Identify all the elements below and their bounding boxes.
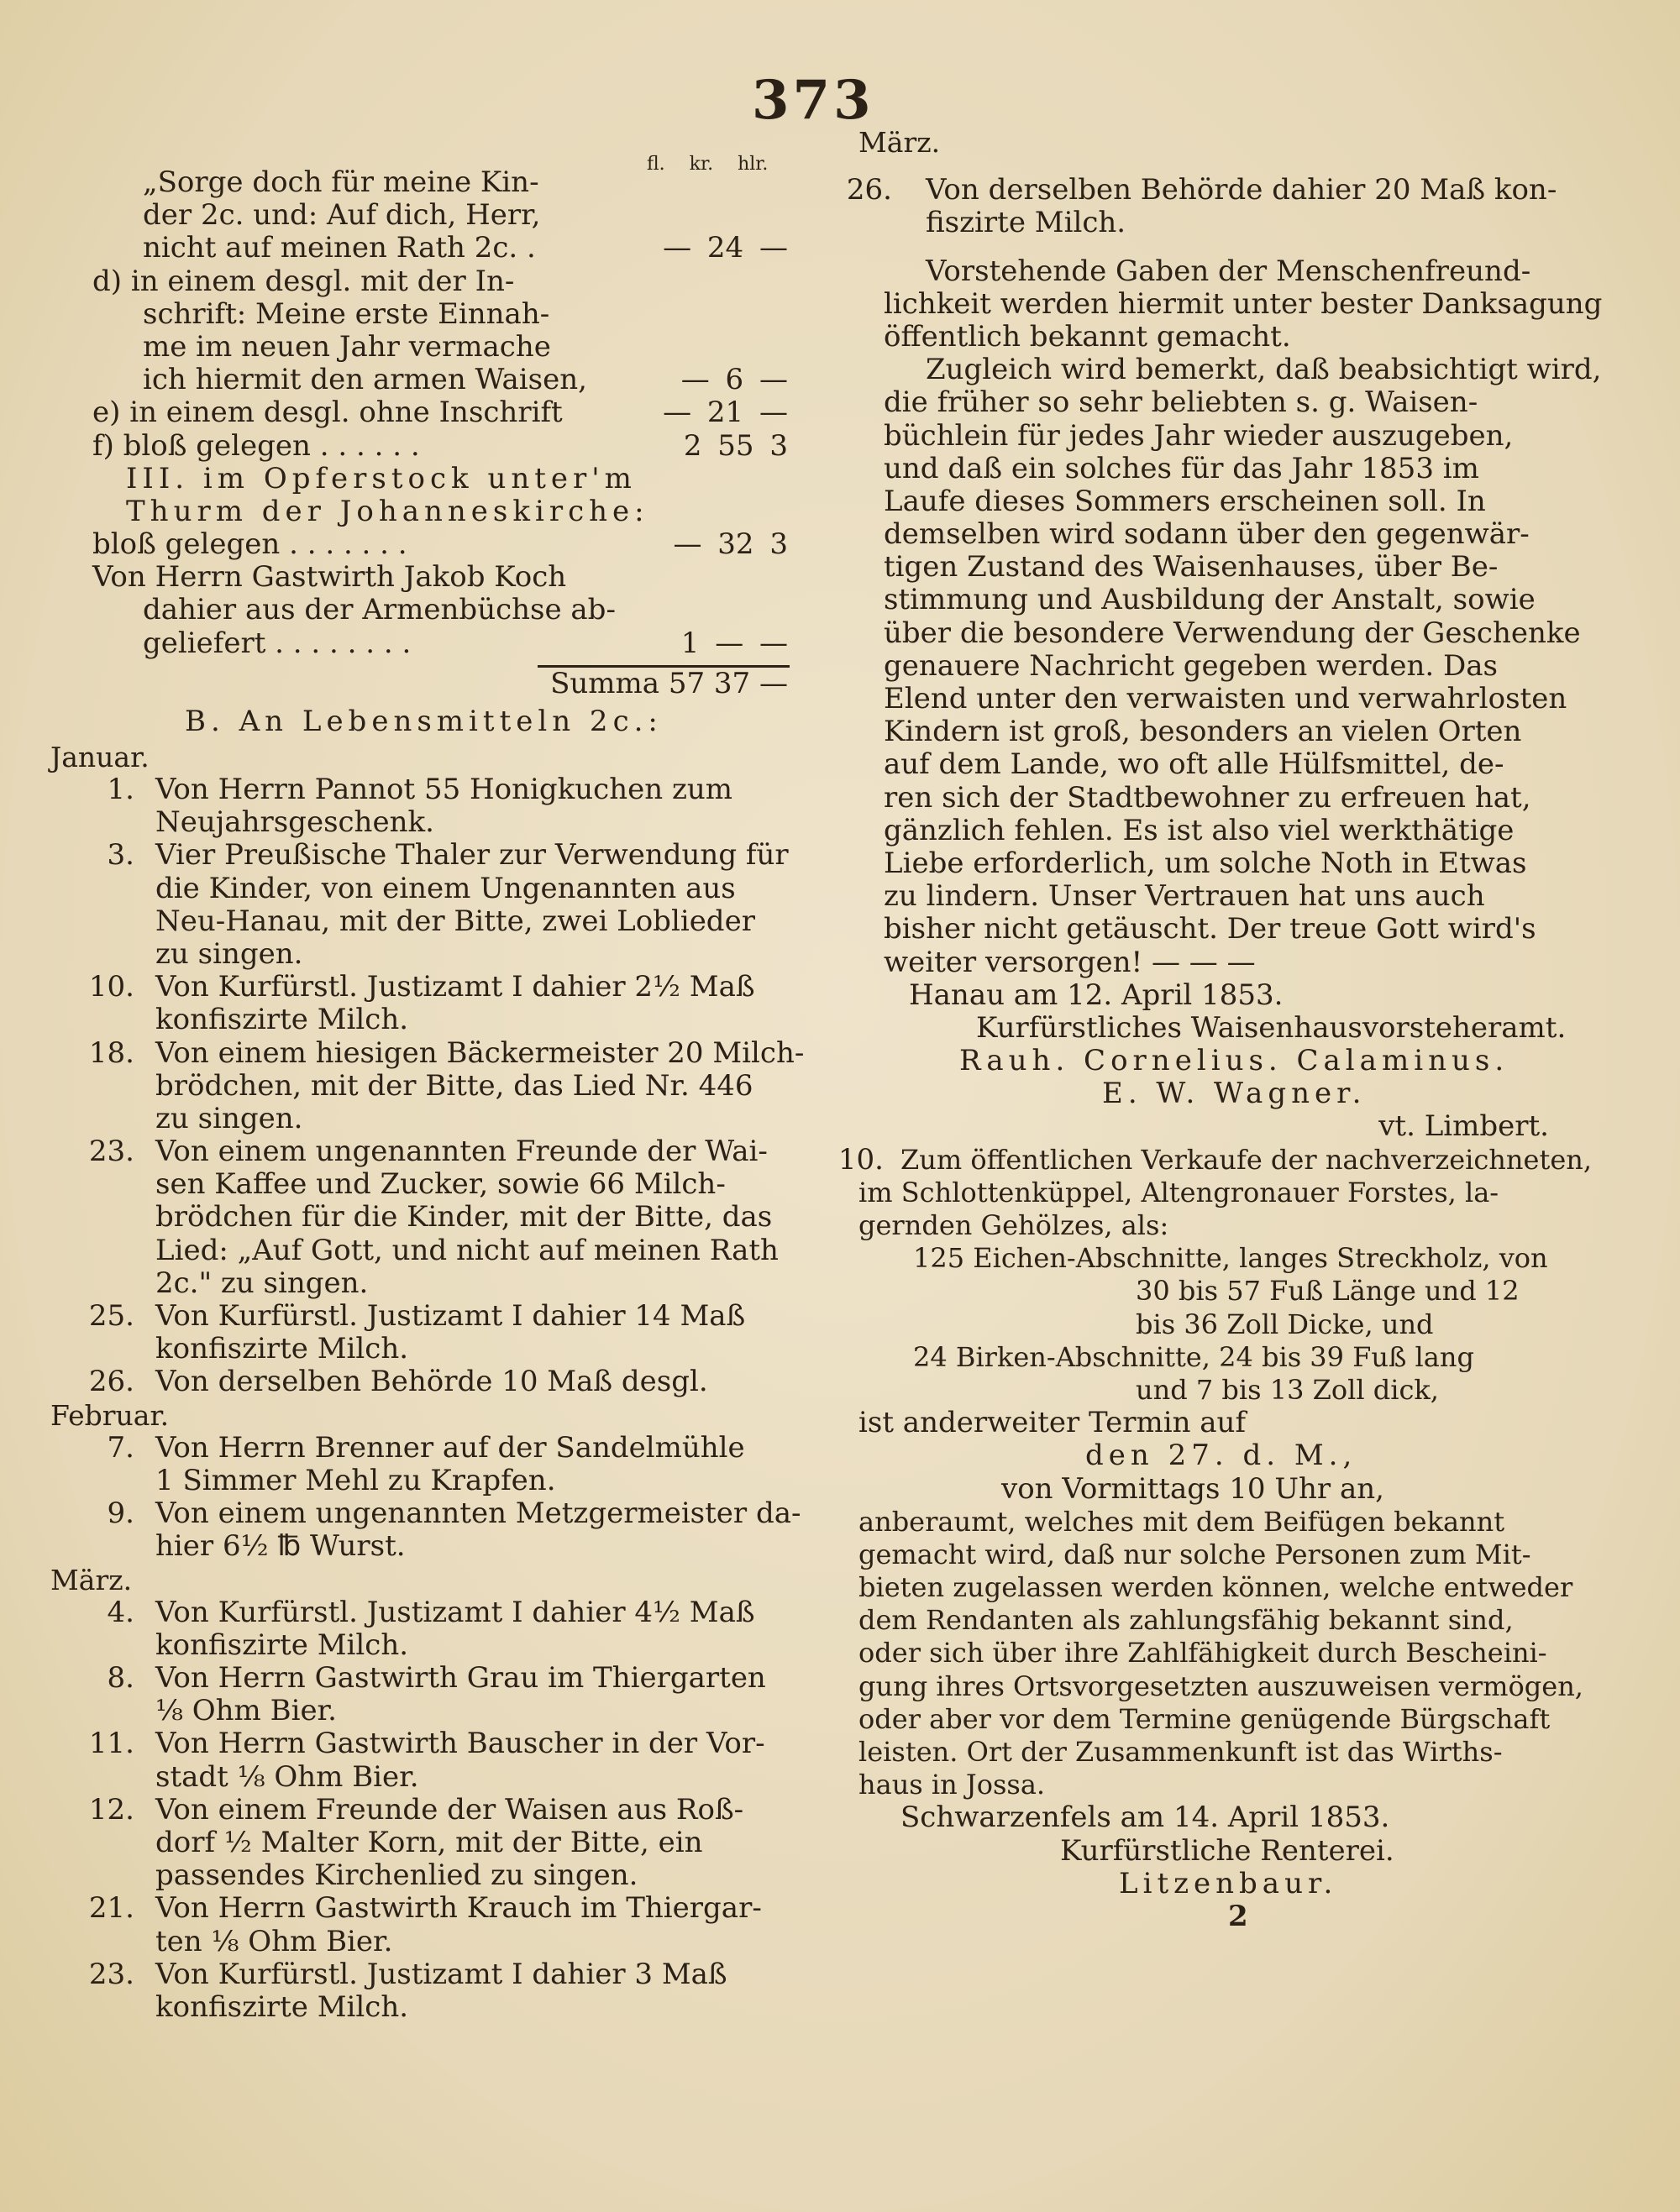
donation-line	[50, 166, 806, 199]
conditions-text: dem Rendanten als zahlungsfähig bekannt sind,	[858, 1604, 1514, 1637]
sale-notice	[837, 1142, 1593, 1243]
donation-line	[50, 364, 806, 396]
food-entry-line	[50, 1135, 806, 1168]
food-entry-line	[50, 1892, 806, 1925]
authority-renterei: Kurfürstliche Renterei.	[1060, 1833, 1394, 1868]
signer-row	[858, 1868, 1583, 1900]
announcement-line	[858, 782, 1583, 815]
entry-text: Lied: „Auf Gott, und nicht auf meinen Rath	[155, 1233, 779, 1267]
donation-text: Thurm der Johanneskirche:	[126, 494, 649, 528]
announcement-text: demselben wird sodann über den gegenwär-	[884, 517, 1530, 552]
timber-item-line	[858, 1242, 1583, 1275]
entry-line	[858, 207, 1583, 239]
announcement-line	[858, 584, 1583, 616]
food-entry-line	[50, 1365, 806, 1398]
entry-day: 23.	[88, 1135, 134, 1169]
month-heading-row	[50, 1399, 806, 1432]
names-row-3	[858, 1110, 1583, 1143]
food-entry-line	[50, 806, 806, 839]
conditions-text: anberaumt, welches mit dem Beifügen bekannt	[858, 1505, 1505, 1538]
thanks-text: öffentlich bekannt gemacht.	[884, 319, 1291, 354]
termin-row-2	[858, 1439, 1583, 1472]
thanks-paragraph	[858, 254, 1603, 354]
entry-text: Von Herrn Gastwirth Krauch im Thiergar-	[155, 1891, 762, 1926]
notice-line	[858, 1209, 1583, 1242]
entry-day: 7.	[107, 1430, 134, 1465]
month-heading: März.	[50, 1563, 133, 1596]
food-entry-line	[50, 971, 806, 1004]
entry-text: konfiszirte Milch.	[155, 1989, 409, 2024]
thanks-line	[858, 321, 1583, 354]
donation-line	[50, 594, 806, 626]
announcement-paragraph	[858, 353, 1602, 979]
entry-text: konfiszirte Milch.	[155, 1332, 409, 1366]
termin-text-1: ist anderweiter Termin auf	[858, 1406, 1247, 1440]
food-entry-line	[50, 1629, 806, 1662]
food-entry-line	[50, 1465, 806, 1497]
donation-amount: — 24 —	[663, 231, 788, 265]
announcement-line	[858, 420, 1583, 453]
entry-text: Von Herrn Gastwirth Grau im Thiergarten	[155, 1661, 766, 1696]
announcement-line	[858, 748, 1583, 781]
timber-item-line	[858, 1275, 1583, 1308]
entry-day: 9.	[107, 1497, 134, 1531]
donation-text: me im neuen Jahr vermache	[143, 329, 551, 364]
donation-text: schrift: Meine erste Einnah-	[143, 296, 550, 331]
announcement-line	[858, 715, 1583, 748]
announcement-line	[858, 386, 1583, 419]
entry-day: 23.	[88, 1957, 134, 1991]
announcement-line	[858, 880, 1583, 913]
announcement-line	[858, 946, 1583, 979]
section-b-row	[50, 699, 806, 741]
conditions-line	[858, 1637, 1583, 1669]
conditions-text: bieten zugelassen werden können, welche entweder	[858, 1571, 1573, 1604]
food-entry-line	[50, 839, 806, 872]
entry-line	[846, 173, 1583, 207]
entry-day: 12.	[88, 1792, 134, 1827]
sheet-mark-row	[858, 1900, 1583, 1933]
food-entry-line	[50, 1234, 806, 1267]
announcement-text: ren sich der Stadtbewohner zu erfreuen hat,	[884, 780, 1531, 815]
conditions-line	[858, 1769, 1583, 1801]
entry-day: 11.	[88, 1727, 134, 1761]
entry-text: zu singen.	[155, 1101, 303, 1135]
food-entry-line	[50, 1432, 806, 1465]
food-entry-line	[50, 1201, 806, 1234]
notice-line	[858, 1177, 1583, 1209]
food-entry-line	[50, 873, 806, 905]
entry-text: passendes Kirchenlied zu singen.	[155, 1858, 638, 1893]
donation-text: der 2c. und: Auf dich, Herr,	[143, 198, 541, 233]
timber-item-line	[858, 1374, 1583, 1407]
notice-text: im Schlottenküppel, Altengronauer Forstes, la-	[858, 1176, 1499, 1208]
food-entry-line	[50, 938, 806, 971]
authority-row-2	[858, 1835, 1583, 1868]
termin-time: von Vormittags 10 Uhr an,	[1001, 1471, 1384, 1506]
notice-line	[837, 1142, 1593, 1177]
donation-text: „Sorge doch für meine Kin-	[143, 165, 539, 199]
thanks-line	[858, 255, 1583, 288]
donation-text: d) in einem desgl. mit der In-	[92, 264, 515, 298]
timber-item-text: bis 36 Zoll Dicke, und	[1136, 1308, 1434, 1340]
entry-day: 8.	[107, 1661, 134, 1696]
food-entry-line	[50, 905, 806, 938]
entry-text: 2c." zu singen.	[155, 1266, 369, 1300]
notice-text: gernden Gehölzes, als:	[858, 1209, 1169, 1241]
summa-total: Summa 57 37 —	[550, 666, 788, 700]
food-entry-line	[50, 1168, 806, 1201]
timber-item-line	[858, 1341, 1583, 1374]
conditions-text: leisten. Ort der Zusammenkunft ist das Wirths-	[858, 1736, 1503, 1768]
signatories-1: Rauh. Cornelius. Calaminus.	[959, 1044, 1509, 1078]
announcement-line	[858, 453, 1583, 485]
food-entry-line	[50, 1333, 806, 1365]
termin-row-3	[858, 1473, 1583, 1506]
donation-text: dahier aus der Armenbüchse ab-	[143, 593, 616, 627]
conditions-line	[858, 1670, 1583, 1703]
donation-line	[50, 232, 806, 265]
donation-text: bloß gelegen . . . . . . .	[92, 527, 407, 562]
announcement-text: auf dem Lande, wo oft alle Hülfsmittel, de-	[884, 747, 1504, 782]
donation-amount: 1 — —	[680, 626, 788, 660]
notice-number: 10.	[837, 1142, 884, 1177]
thanks-text: Vorstehende Gaben der Menschenfreund-	[926, 254, 1531, 288]
conditions-line	[858, 1506, 1583, 1538]
conditions-line	[858, 1736, 1583, 1769]
sheet-mark: 2	[1228, 1899, 1248, 1933]
entry-text: ⅛ Ohm Bier.	[155, 1694, 337, 1728]
food-entry-line	[50, 1267, 806, 1300]
donation-amount: — 6 —	[680, 363, 788, 397]
entry-text: Von einem Freunde der Waisen aus Roß-	[155, 1792, 744, 1827]
donation-amount: 2 55 3	[683, 428, 788, 463]
food-entry-line	[50, 1004, 806, 1036]
authority-waisenhaus: Kurfürstliches Waisenhausvorsteheramt.	[976, 1010, 1567, 1045]
entry-day: 21.	[88, 1891, 134, 1926]
signatories-2: E. W. Wagner.	[1102, 1077, 1367, 1111]
donation-text: e) in einem desgl. ohne Inschrift	[92, 396, 563, 430]
notice-text: Zum öffentlichen Verkaufe der nachverzeichneten,	[900, 1143, 1593, 1176]
date-row-1	[858, 979, 1583, 1012]
right-column	[837, 126, 1603, 1933]
donation-amount: — 21 —	[663, 396, 788, 430]
announcement-text: tigen Zustand des Waisenhauses, über Be-	[884, 550, 1499, 584]
date-schwarzenfels: Schwarzenfels am 14. April 1853.	[900, 1801, 1390, 1835]
announcement-line	[858, 485, 1583, 518]
timber-item-text: und 7 bis 13 Zoll dick,	[1136, 1373, 1439, 1406]
names-row-2	[858, 1077, 1583, 1110]
entry-text: zu singen.	[155, 936, 303, 971]
timber-item-text: 24 Birken-Abschnitte, 24 bis 39 Fuß lang	[913, 1340, 1474, 1373]
conditions-text: oder sich über ihre Zahlfähigkeit durch Bescheini-	[858, 1637, 1547, 1669]
entry-text: Von Kurfürstl. Justizamt I dahier 14 Maß	[155, 1299, 746, 1333]
signatories-3: vt. Limbert.	[1378, 1109, 1549, 1144]
entry-text: brödchen, mit der Bitte, das Lied Nr. 446	[155, 1068, 753, 1103]
month-heading: Januar.	[50, 740, 150, 773]
entry-day: 26.	[846, 173, 892, 207]
timber-item-text: 125 Eichen-Abschnitte, langes Streckholz, von	[913, 1242, 1548, 1275]
timber-item-text: 30 bis 57 Fuß Länge und 12	[1136, 1275, 1520, 1308]
announcement-line	[858, 617, 1583, 650]
donation-text: f) bloß gelegen . . . . . .	[92, 428, 420, 463]
entry-text: brödchen für die Kinder, mit der Bitte, das	[155, 1200, 773, 1234]
entry-text: konfiszirte Milch.	[155, 1003, 409, 1037]
entry-text: Neujahrsgeschenk.	[155, 805, 434, 840]
conditions-line	[858, 1604, 1583, 1637]
conditions-line	[858, 1703, 1583, 1736]
entry-text: stadt ⅛ Ohm Bier.	[155, 1759, 419, 1794]
announcement-line	[858, 353, 1602, 387]
donation-list-a	[50, 166, 806, 660]
date-row-2	[858, 1801, 1583, 1834]
food-entry-line	[50, 1695, 806, 1727]
entry-text: Von derselben Behörde dahier 20 Maß kon-	[926, 173, 1557, 207]
entry-day: 25.	[88, 1299, 134, 1333]
termin-row-1	[858, 1407, 1583, 1439]
donation-line	[50, 298, 806, 331]
donation-line	[50, 627, 806, 660]
food-entry-line	[50, 1497, 806, 1530]
donation-line	[50, 396, 806, 429]
entry-day: 18.	[88, 1035, 134, 1070]
entry-text: Von derselben Behörde 10 Maß desgl.	[155, 1365, 708, 1399]
food-entry-line	[50, 1926, 806, 1958]
announcement-text: über die besondere Verwendung der Geschenke	[884, 616, 1581, 650]
column-header-row	[50, 141, 806, 175]
announcement-line	[858, 683, 1583, 715]
food-entry-line	[50, 1827, 806, 1859]
food-entry-line	[50, 1662, 806, 1695]
entry-text: Neu-Hanau, mit der Bitte, zwei Loblieder	[155, 904, 755, 938]
donation-line	[50, 265, 806, 298]
month-heading: Februar.	[50, 1398, 170, 1432]
month-label: März.	[858, 126, 941, 159]
announcement-text: Liebe erforderlich, um solche Noth in Etwas	[884, 846, 1527, 880]
donation-line	[50, 463, 806, 495]
donation-text: geliefert . . . . . . . .	[143, 626, 412, 660]
donation-text: nicht auf meinen Rath 2c. .	[143, 231, 536, 265]
currency-header: fl. kr. hlr.	[647, 154, 769, 175]
entry-text: Von Herrn Pannot 55 Honigkuchen zum	[155, 773, 732, 806]
entry-text: Von Kurfürstl. Justizamt I dahier 4½ Maß	[155, 1595, 755, 1629]
announcement-text: bisher nicht getäuscht. Der treue Gott wird's	[884, 912, 1536, 946]
page-number: 373	[752, 69, 874, 132]
donation-amount: — 32 3	[673, 527, 788, 562]
entry-day: 4.	[107, 1595, 134, 1629]
food-entry-line	[50, 773, 806, 806]
food-entry-line	[50, 1300, 806, 1333]
thanks-line	[858, 286, 1603, 321]
food-entry-line	[50, 1037, 806, 1070]
entry-text: Von einem hiesigen Bäckermeister 20 Milch-	[155, 1035, 805, 1070]
food-entry-line	[50, 1103, 806, 1135]
entry-text: die Kinder, von einem Ungenannten aus	[155, 871, 736, 905]
left-column	[50, 141, 806, 2024]
announcement-text: gänzlich fehlen. Es ist also viel werkthätige	[884, 813, 1515, 847]
entry-text: 1 Simmer Mehl zu Krapfen.	[155, 1463, 556, 1497]
entry-text: ten ⅛ Ohm Bier.	[155, 1924, 393, 1958]
announcement-line	[858, 815, 1583, 847]
announcement-text: büchlein für jedes Jahr wieder auszugeben,	[884, 418, 1514, 453]
announcement-line	[858, 518, 1583, 551]
food-entry-line	[50, 1859, 806, 1892]
entry-day: 26.	[88, 1365, 134, 1399]
entry-march-26	[846, 173, 1583, 240]
donation-line	[50, 199, 806, 232]
announcement-text: und daß ein solches für das Jahr 1853 im	[884, 451, 1479, 485]
conditions-text: gung ihres Ortsvorgesetzten auszuweisen vermögen,	[858, 1669, 1583, 1702]
announcement-text: Zugleich wird bemerkt, daß beabsichtigt wird,	[926, 353, 1602, 387]
announcement-text: die früher so sehr beliebten s. g. Waisen-	[884, 385, 1478, 420]
entry-text: Von Herrn Gastwirth Bauscher in der Vor-	[155, 1727, 765, 1761]
announcement-line	[858, 847, 1583, 880]
donation-text: III. im Opferstock unter'm	[126, 461, 637, 495]
donation-text: Von Herrn Gastwirth Jakob Koch	[92, 560, 567, 595]
entry-text: Von Kurfürstl. Justizamt I dahier 3 Maß	[155, 1957, 727, 1991]
donation-line	[50, 495, 806, 528]
announcement-line	[858, 913, 1583, 946]
conditions-text: haus in Jossa.	[858, 1769, 1046, 1801]
month-row	[858, 126, 1583, 174]
entry-text: sen Kaffee und Zucker, sowie 66 Milch-	[155, 1167, 726, 1202]
announcement-text: Laufe dieses Sommers erscheinen soll. In	[884, 484, 1486, 518]
summa-row	[50, 660, 806, 699]
food-entry-line	[50, 1958, 806, 1991]
date-hanau: Hanau am 12. April 1853.	[909, 978, 1284, 1012]
donation-line	[50, 430, 806, 463]
food-entry-line	[50, 1530, 806, 1563]
food-entry-line	[50, 1727, 806, 1760]
donation-line	[50, 561, 806, 594]
authority-row-1	[858, 1012, 1583, 1045]
names-row-1	[858, 1045, 1583, 1077]
announcement-text: stimmung und Ausbildung der Anstalt, sowie	[884, 583, 1536, 617]
conditions-text: gemacht wird, daß nur solche Personen zum Mit-	[858, 1538, 1531, 1570]
entry-day: 3.	[107, 838, 134, 873]
entry-text: dorf ½ Malter Korn, mit der Bitte, ein	[155, 1826, 703, 1859]
announcement-line	[858, 650, 1583, 683]
food-entry-line	[50, 1991, 806, 2024]
entry-text: konfiszirte Milch.	[155, 1628, 409, 1662]
entry-text: Vier Preußische Thaler zur Verwendung für	[155, 838, 789, 873]
food-donations	[50, 741, 806, 2024]
announcement-text: Elend unter den verwaisten und verwahrlosten	[884, 682, 1567, 715]
announcement-text: zu lindern. Unser Vertrauen hat uns auch	[884, 879, 1485, 914]
month-heading-row	[50, 1564, 806, 1596]
conditions-text: oder aber vor dem Termine genügende Bürgschaft	[858, 1702, 1551, 1735]
announcement-text: Kindern ist groß, besonders an vielen Orten	[884, 715, 1522, 749]
entry-text: Von einem ungenannten Metzgermeister da-	[155, 1497, 801, 1531]
announcement-text: weiter versorgen! — — —	[884, 945, 1256, 979]
conditions-paragraph	[858, 1506, 1583, 1802]
food-entry-line	[50, 1596, 806, 1629]
timber-item-line	[858, 1308, 1583, 1341]
donation-line	[50, 528, 806, 561]
entry-text: fiszirte Milch.	[926, 206, 1126, 240]
entry-text: Von Herrn Brenner auf der Sandelmühle	[155, 1430, 745, 1465]
termin-date: den 27. d. M.,	[1085, 1439, 1357, 1473]
entry-text: Von einem ungenannten Freunde der Wai-	[155, 1135, 768, 1169]
entry-day: 10.	[88, 970, 134, 1004]
announcement-line	[858, 551, 1583, 584]
timber-items	[858, 1242, 1583, 1407]
donation-line	[50, 331, 806, 364]
entry-day: 1.	[107, 773, 134, 806]
signer-name: Litzenbaur.	[1119, 1866, 1338, 1900]
entry-text: hier 6½ ℔ Wurst.	[155, 1529, 406, 1564]
food-entry-line	[50, 1761, 806, 1794]
month-heading-row	[50, 741, 806, 773]
conditions-line	[858, 1571, 1583, 1604]
conditions-line	[858, 1538, 1583, 1571]
food-entry-line	[50, 1794, 806, 1827]
announcement-text: genauere Nachricht gegeben werden. Das	[884, 648, 1498, 683]
entry-text: Von Kurfürstl. Justizamt I dahier 2½ Maß	[155, 970, 755, 1004]
donation-text: ich hiermit den armen Waisen,	[143, 363, 587, 397]
section-b-heading: B. An Lebensmitteln 2c.:	[185, 704, 663, 738]
thanks-text: lichkeit werden hiermit unter bester Danksagung	[884, 286, 1603, 321]
food-entry-line	[50, 1070, 806, 1103]
